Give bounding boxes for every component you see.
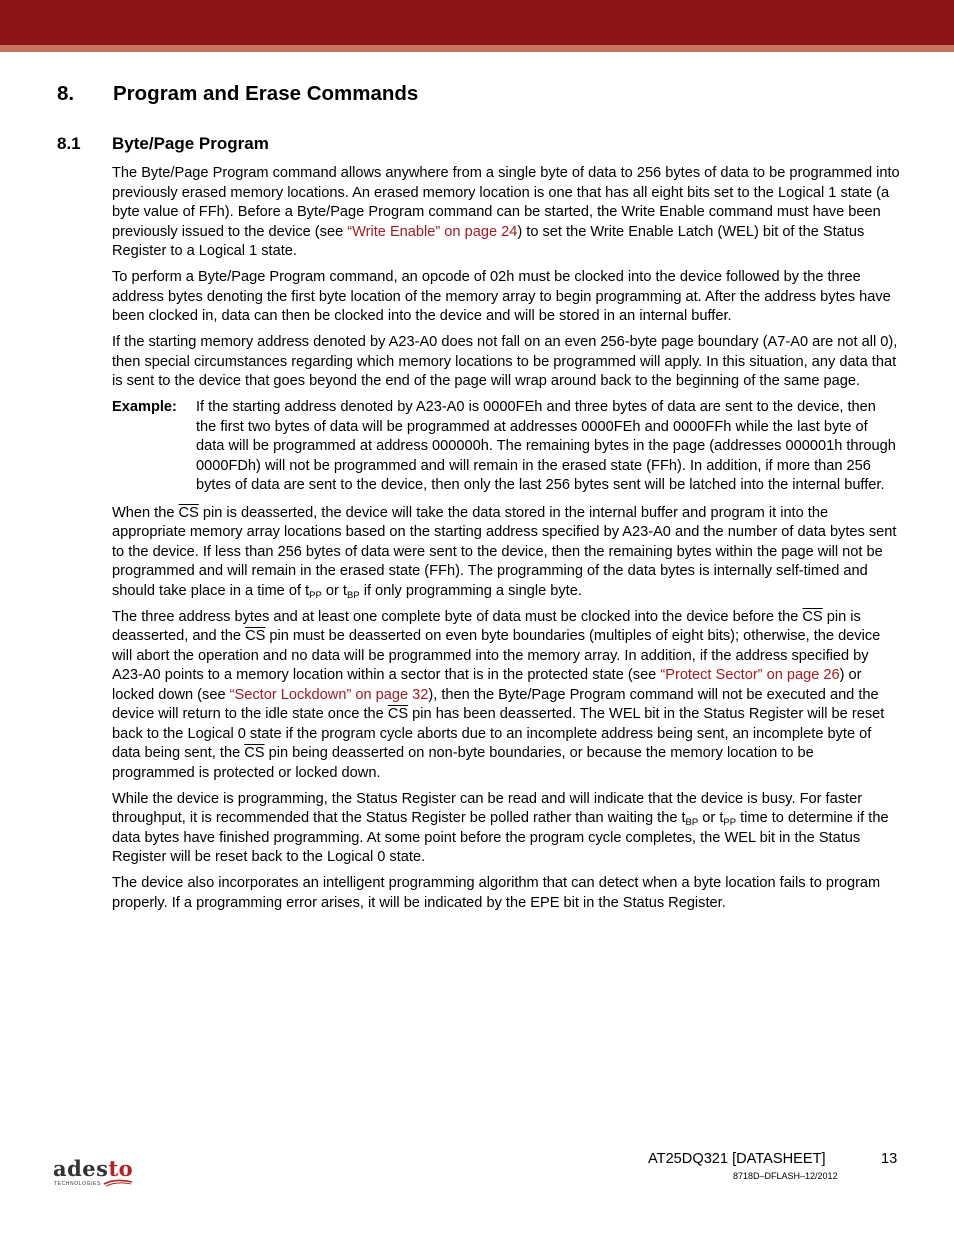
text: When the (112, 504, 179, 521)
subsection-heading (57, 134, 269, 154)
cs-signal: $\overline{CS}$ (387, 706, 409, 722)
paragraph: If the starting memory address denoted by A23-A0 does not fall on an even 256-byte page boundary (A7-A0 are not all 0), then special circumstances regarding which memory locations to be programmed will apply. In this situation, any data that is sent to the device that goes beyond the end of the page will wrap around back to the beginning of the same page. (112, 334, 898, 389)
example-label: Example: (112, 399, 177, 415)
link-protect-sector[interactable]: “Protect Sector” on page 26 (660, 667, 840, 683)
text: ) or locked down (see (112, 667, 862, 703)
footer-title: AT25DQ321 [DATASHEET] (648, 1151, 826, 1167)
cs-signal: $\overline{CS}$ (245, 628, 266, 644)
subscript: PP (309, 589, 322, 601)
text: time to determine if the data bytes have finished programming. At some point before the program cycle completes, the WEL bit in the Status Register will be reset back to the Logical 0 state. (112, 810, 889, 865)
page-number: 13 (881, 1151, 898, 1167)
logo-text-accent: to (108, 1156, 134, 1181)
subscript: PP (723, 817, 737, 828)
subsection-number: 8.1 (57, 134, 81, 153)
logo-subtitle: TECHNOLOGIES (54, 1181, 101, 1187)
header-bar (0, 0, 954, 45)
text: pin must be deasserted on even byte boundaries (multiples of eight bits); otherwise, the device will abort the operation and no data will be programmed into the memory array. In addition, if the address specified by A23-A0 points to a memory location within a sector that is in the protected state (see (112, 628, 881, 683)
text: pin is deasserted, and the (112, 608, 861, 644)
text: The three address bytes and at least one complete byte of data must be clocked into the device before the (112, 608, 803, 625)
paragraph (112, 504, 900, 602)
section-heading (57, 82, 418, 106)
text: or t (698, 810, 724, 826)
section-title: Program and Erase Commands (113, 82, 419, 105)
text: or t (321, 582, 347, 599)
cs-signal: $\overline{CS}$ (802, 608, 823, 625)
paragraph: To perform a Byte/Page Program command, an opcode of 02h must be clocked into the device followed by the three address bytes denoting the first byte location of the memory array to begin programming at. After the address bytes have been clocked in, data can then be clocked into the device and will be stored in an internal buffer. (112, 269, 891, 324)
paragraph: The device also incorporates an intelligent programming algorithm that can detect when a byte location fails to program properly. If a programming error arises, it will be indicated by the EPE bit in the Status Register. (112, 875, 881, 911)
text: ), then the Byte/Page Program command will not be executed and the device will return to the idle state once the (112, 686, 879, 722)
cs-signal: $\overline{CS}$ (178, 504, 199, 521)
cs-signal: $\overline{CS}$ (244, 745, 265, 761)
text: pin being deasserted on non-byte boundaries, or because the memory location to be programmed is protected or locked down. (112, 745, 814, 781)
text: The Byte/Page Program command allows anywhere from a single byte of data to 256 bytes of data to be programmed into previously erased memory locations. An erased memory location is one that has all eight bits set to the Logical 1 state (a byte value of FFh). Before a Byte/Page Program command can be started, the Write Enable command must have been previously issued to the device (see (112, 165, 900, 240)
subsection-title: Byte/Page Program (112, 134, 269, 153)
paragraph (112, 790, 900, 868)
text: ) to set the Write Enable Latch (WEL) bit of the Status Register to a Logical 1 state. (112, 223, 865, 259)
header-stripe (0, 45, 954, 52)
text: pin has been deasserted. The WEL bit in the Status Register will be reset back to the Logical 0 state if the program cycle aborts due to an incomplete address being sent, an incomplete byte of data being sent, the (112, 706, 885, 761)
link-sector-lockdown[interactable]: “Sector Lockdown” on page 32 (229, 686, 429, 703)
link-write-enable[interactable]: “Write Enable” on page 24 (347, 223, 518, 240)
paragraph (112, 164, 900, 262)
logo-swoosh-icon (103, 1178, 133, 1188)
section-number: 8. (57, 82, 75, 105)
example-block (112, 398, 900, 496)
subscript: BP (685, 817, 699, 828)
paragraph (112, 608, 900, 784)
document-id: 8718D–DFLASH–12/2012 (733, 1171, 838, 1181)
logo-text: ades (53, 1156, 109, 1181)
subscript: BP (346, 589, 360, 601)
example-text: If the starting address denoted by A23-A0 is 0000FEh and three bytes of data are sent to the device, then the first two bytes of data will be programmed at addresses 0000FEh and 0000FFh while the last byte of data will be programmed at address 000000h. The remaining bytes in the page (addresses 000001h through 0000FDh) will not be programmed and will remain in the erased state (FFh). In addition, if more than 256 bytes of data are sent to the device, then only the last 256 bytes sent will be latched into the internal buffer. (196, 399, 896, 493)
text: While the device is programming, the Status Register can be read and will indicate that the device is busy. For faster throughput, it is recommended that the Status Register be polled rather than waiting the t (112, 790, 863, 826)
text: if only programming a single byte. (359, 582, 582, 599)
body-text (112, 164, 900, 920)
adesto-logo (53, 1156, 143, 1190)
text: pin is deasserted, the device will take the data stored in the internal buffer and program it into the appropriate memory array locations based on the starting address specified by A23-A0 and the number of data bytes sent to the device. If less than 256 bytes of data were sent to the device, then the remaining bytes within the page will not be programmed and will remain in the erased state (FFh). The programming of the data bytes is internally self-timed and should take place in a time of t (112, 504, 897, 599)
